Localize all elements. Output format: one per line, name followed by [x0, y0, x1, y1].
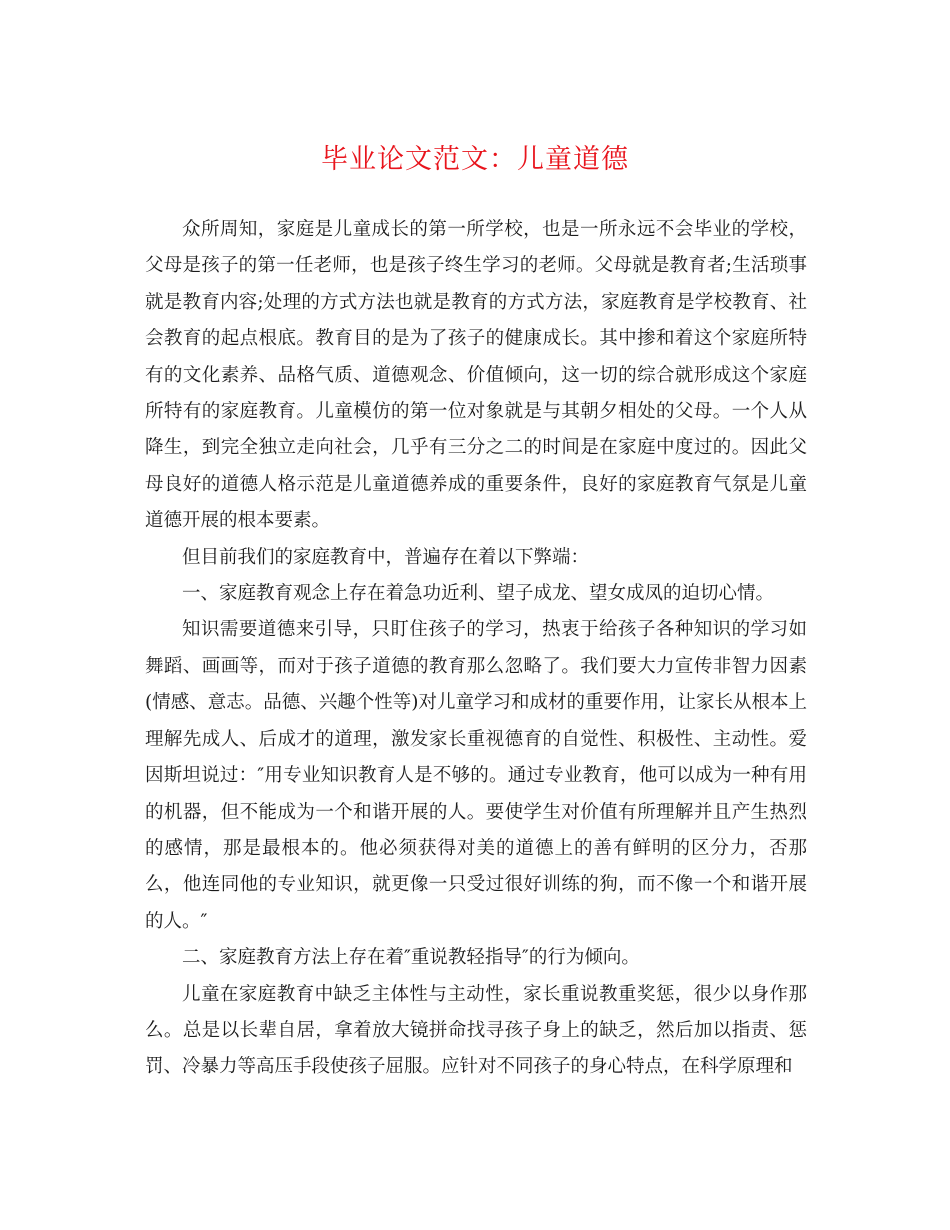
paragraph-point-two-body: 儿童在家庭教育中缺乏主体性与主动性，家长重说教重奖惩，很少以身作那么。总是以长辈自居，拿着放大镜拼命找寻孩子身上的缺乏，然后加以指责、惩罚、冷暴力等高压手段使孩子屈服。应针对不同孩子的身心特点，在科学原理和	[145, 983, 807, 1078]
paragraph-drawbacks-lead: 但目前我们的家庭教育中，普遍存在着以下弊端：	[182, 546, 590, 568]
paragraph-point-one-heading: 一、家庭教育观念上存在着急功近利、望子成龙、望女成凤的迫切心情。	[182, 583, 775, 605]
paragraph-point-two-heading: 二、家庭教育方法上存在着″重说教轻指导″的行为倾向。	[182, 947, 640, 969]
document-body	[145, 212, 807, 1086]
paragraph-intro: 众所周知，家庭是儿童成长的第一所学校，也是一所永远不会毕业的学校，父母是孩子的第一任老师，也是孩子终生学习的老师。父母就是教育者;生活琐事就是教育内容;处理的方式方法也就是教育的方式方法，家庭教育是学校教育、社会教育的起点根底。教育目的是为了孩子的健康成长。其中掺和着这个家庭所特有的文化素养、品格气质、道德观念、价值倾向，这一切的综合就形成这个家庭所特有的家庭教育。儿童模仿的第一位对象就是与其朝夕相处的父母。一个人从降生，到完全独立走向社会，几乎有三分之二的时间是在家庭中度过的。因此父母良好的道德人格示范是儿童道德养成的重要条件，良好的家庭教育气氛是儿童道德开展的根本要素。	[145, 219, 807, 532]
paragraph-point-one-body: 知识需要道德来引导，只盯住孩子的学习，热衷于给孩子各种知识的学习如舞蹈、画画等，而对于孩子道德的教育那么忽略了。我们要大力宣传非智力因素(情感、意志。品德、兴趣个性等)对儿童学习和成材的重要作用，让家长从根本上理解先成人、后成才的道理，激发家长重视德育的自觉性、积极性、主动性。爱因斯坦说过：″用专业知识教育人是不够的。通过专业教育，他可以成为一种有用的机器，但不能成为一个和谐开展的人。要使学生对价值有所理解并且产生热烈的感情，那是最根本的。他必须获得对美的道德上的善有鲜明的区分力，否那么，他连同他的专业知识，就更像一只受过很好训练的狗，而不像一个和谐开展的人。″	[145, 619, 807, 932]
document-title: 毕业论文范文：儿童道德	[321, 144, 629, 175]
